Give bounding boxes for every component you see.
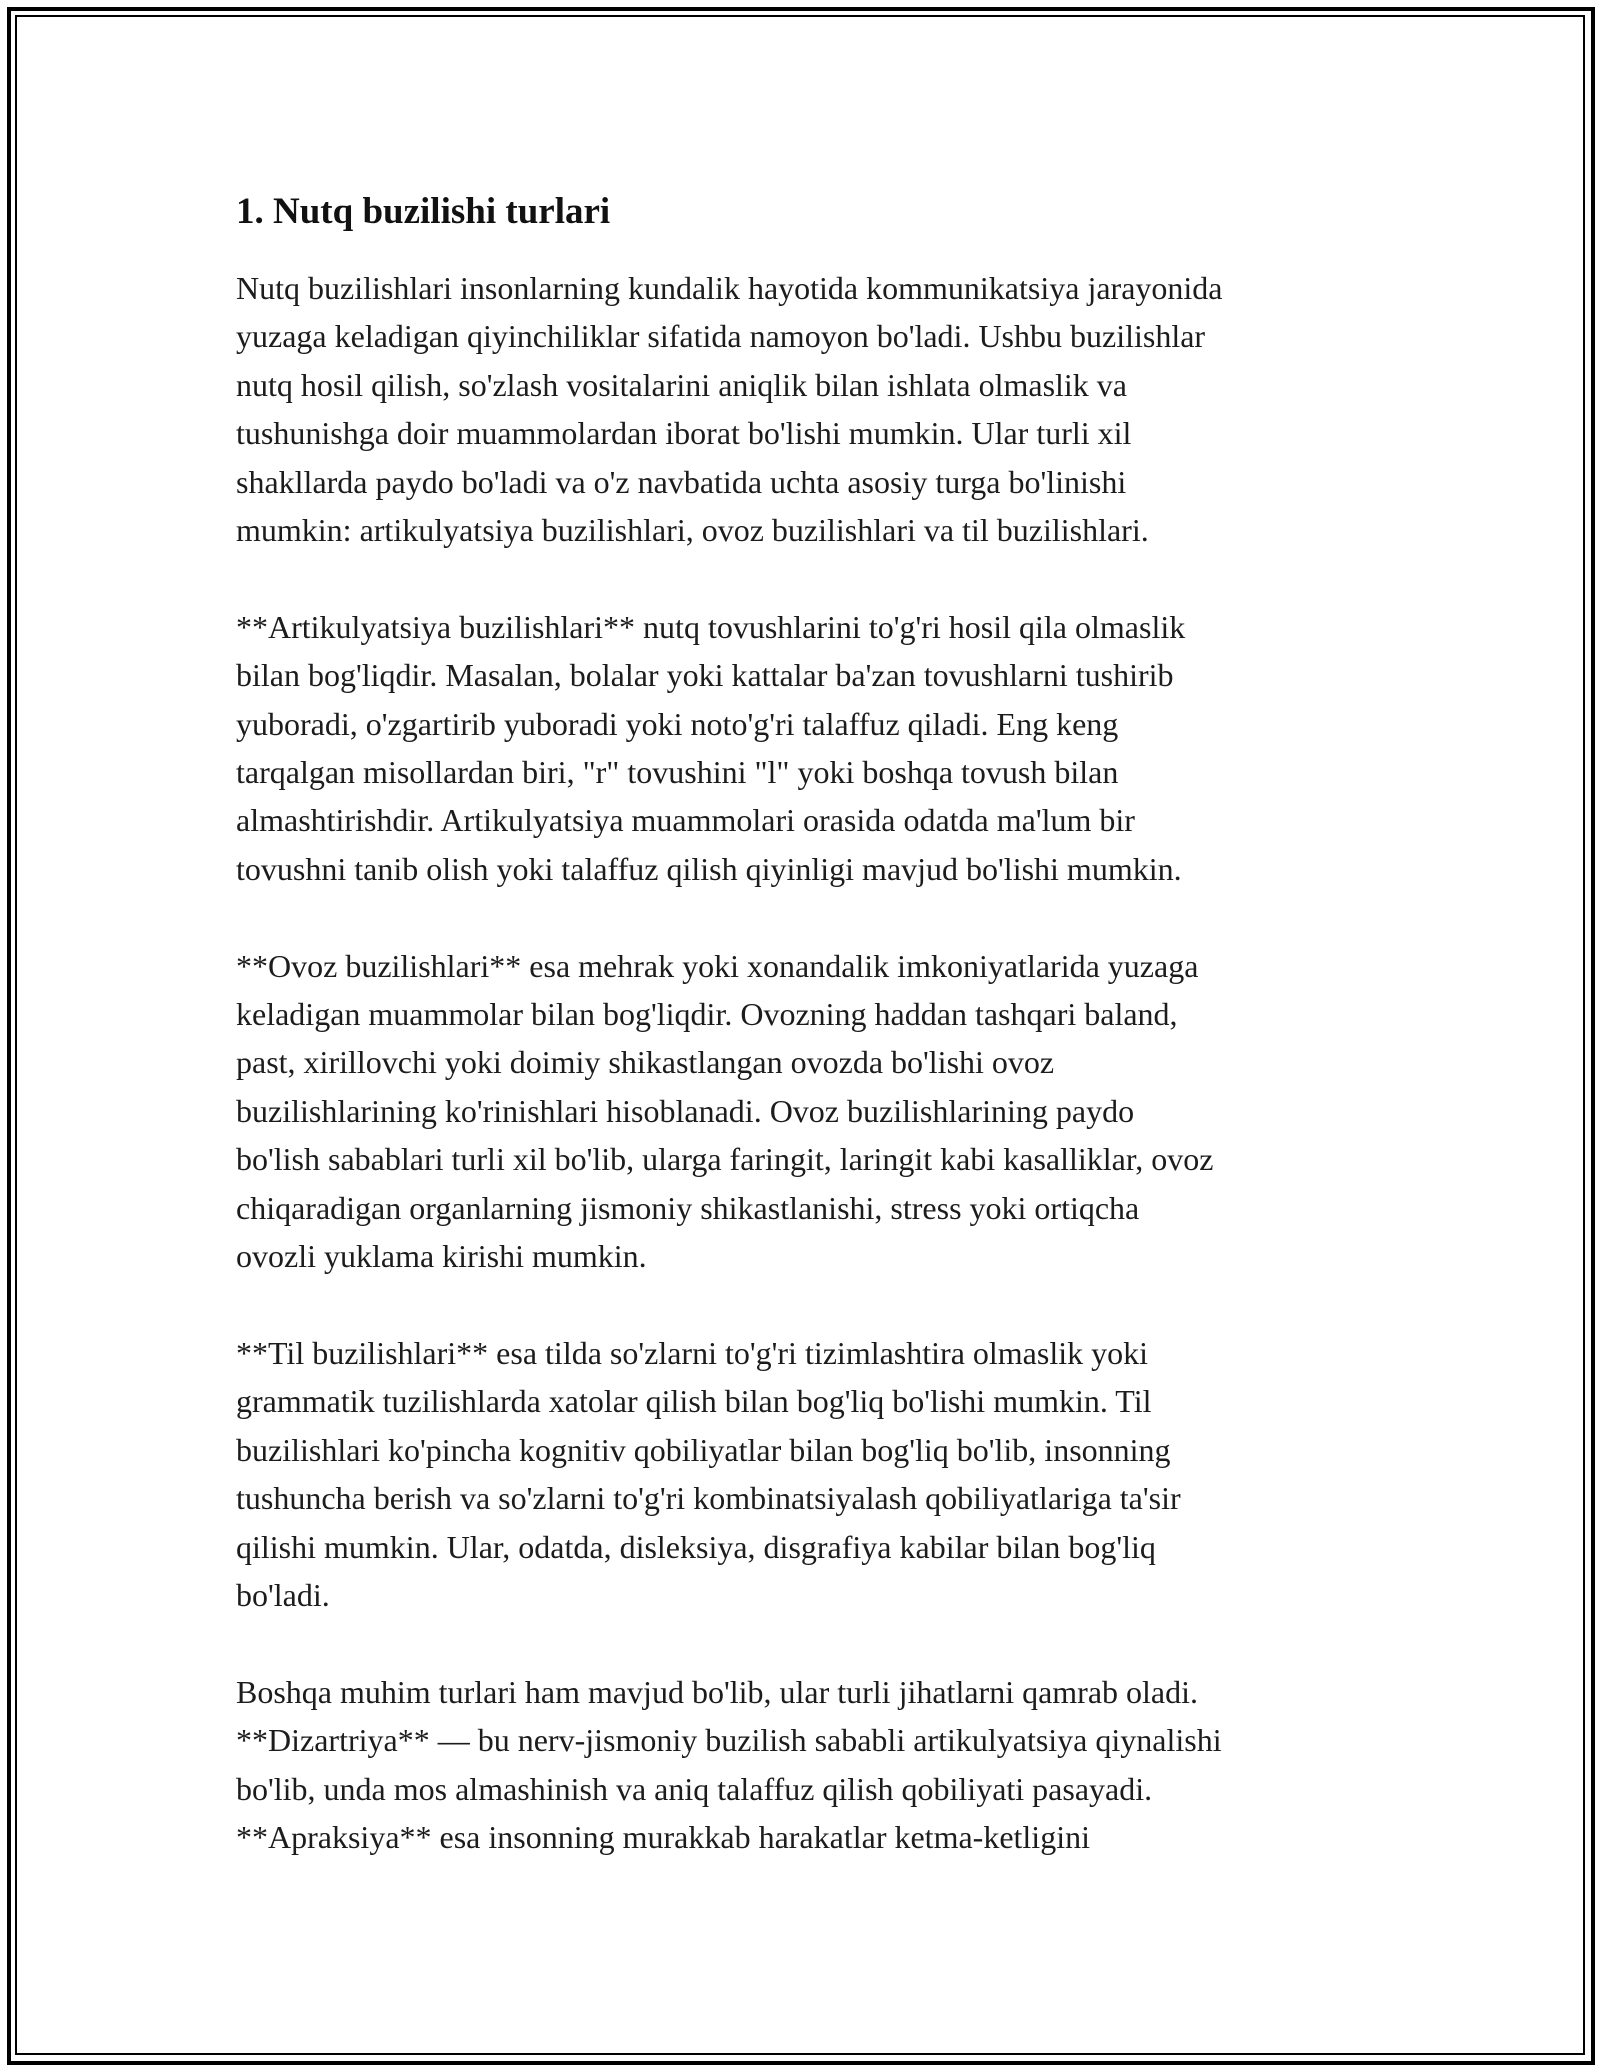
text-line: Boshqa muhim turlari ham mavjud bo'lib, ular turli jihatlarni qamrab oladi. (236, 1673, 1199, 1710)
text-line: **Artikulyatsiya buzilishlari** nutq tovushlarini to'g'ri hosil qila olmaslik (236, 608, 1186, 645)
text-line: **Apraksiya** esa insonning murakkab harakatlar ketma-ketligini (236, 1818, 1090, 1855)
text-line: qilishi mumkin. Ular, odatda, disleksiya, disgrafiya kabilar bilan bog'liq (236, 1528, 1156, 1565)
text-line: bo'lish sabablari turli xil bo'lib, ularga faringit, laringit kabi kasalliklar, ovoz (236, 1141, 1214, 1178)
text-line: grammatik tuzilishlarda xatolar qilish bilan bog'liq bo'lishi mumkin. Til (236, 1383, 1152, 1420)
text-line: nutq hosil qilish, so'zlash vositalarini aniqlik bilan ishlata olmaslik va (236, 366, 1127, 403)
text-line: tushunishga doir muammolardan iborat bo'lishi mumkin. Ular turli xil (236, 415, 1132, 452)
text-line: bilan bog'liqdir. Masalan, bolalar yoki kattalar ba'zan tovushlarni tushirib (236, 657, 1174, 694)
text-line: tarqalgan misollardan biri, "r" tovushini "l" yoki boshqa tovush bilan (236, 754, 1119, 791)
section-heading: 1. Nutq buzilishi turlari (236, 191, 611, 232)
paragraph-voice (236, 942, 1376, 1281)
text-line: **Til buzilishlari** esa tilda so'zlarni to'g'ri tizimlashtira olmaslik yoki (236, 1334, 1148, 1371)
text-line: chiqaradigan organlarning jismoniy shikastlanishi, stress yoki ortiqcha (236, 1189, 1140, 1226)
text-line: bo'lib, unda mos almashinish va aniq talaffuz qilish qobiliyati pasayadi. (236, 1770, 1153, 1807)
text-line: buzilishlari ko'pincha kognitiv qobiliyatlar bilan bog'liq bo'lib, insonning (236, 1431, 1171, 1468)
text-line: almashtirishdir. Artikulyatsiya muammolari orasida odatda ma'lum bir (236, 802, 1135, 839)
text-line: yuboradi, o'zgartirib yuboradi yoki noto'g'ri talaffuz qiladi. Eng keng (236, 705, 1119, 742)
document-body (236, 186, 1376, 1910)
paragraph-other-types (236, 1668, 1376, 1862)
paragraph-intro (236, 264, 1376, 554)
paragraph-articulation (236, 603, 1376, 893)
text-line: mumkin: artikulyatsiya buzilishlari, ovoz buzilishlari va til buzilishlari. (236, 512, 1149, 549)
text-line: shakllarda paydo bo'ladi va o'z navbatida uchta asosiy turga bo'linishi (236, 463, 1127, 500)
text-line: **Dizartriya** — bu nerv-jismoniy buzilish sababli artikulyatsiya qiynalishi (236, 1722, 1222, 1759)
text-line: yuzaga keladigan qiyinchiliklar sifatida namoyon bo'ladi. Ushbu buzilishlar (236, 318, 1206, 355)
text-line: tovushni tanib olish yoki talaffuz qilish qiyinligi mavjud bo'lishi mumkin. (236, 850, 1182, 887)
text-line: Nutq buzilishlari insonlarning kundalik hayotida kommunikatsiya jarayonida (236, 270, 1223, 306)
text-line: buzilishlarining ko'rinishlari hisoblanadi. Ovoz buzilishlarining paydo (236, 1092, 1135, 1129)
text-line: **Ovoz buzilishlari** esa mehrak yoki xonandalik imkoniyatlarida yuzaga (236, 947, 1199, 984)
text-line: past, xirillovchi yoki doimiy shikastlangan ovozda bo'lishi ovoz (236, 1044, 1055, 1081)
text-line: bo'ladi. (236, 1576, 330, 1613)
text-line: tushuncha berish va so'zlarni to'g'ri kombinatsiyalash qobiliyatlariga ta'sir (236, 1480, 1181, 1517)
paragraph-language (236, 1329, 1376, 1619)
text-line: ovozli yuklama kirishi mumkin. (236, 1238, 647, 1275)
text-line: keladigan muammolar bilan bog'liqdir. Ovozning haddan tashqari baland, (236, 996, 1178, 1033)
